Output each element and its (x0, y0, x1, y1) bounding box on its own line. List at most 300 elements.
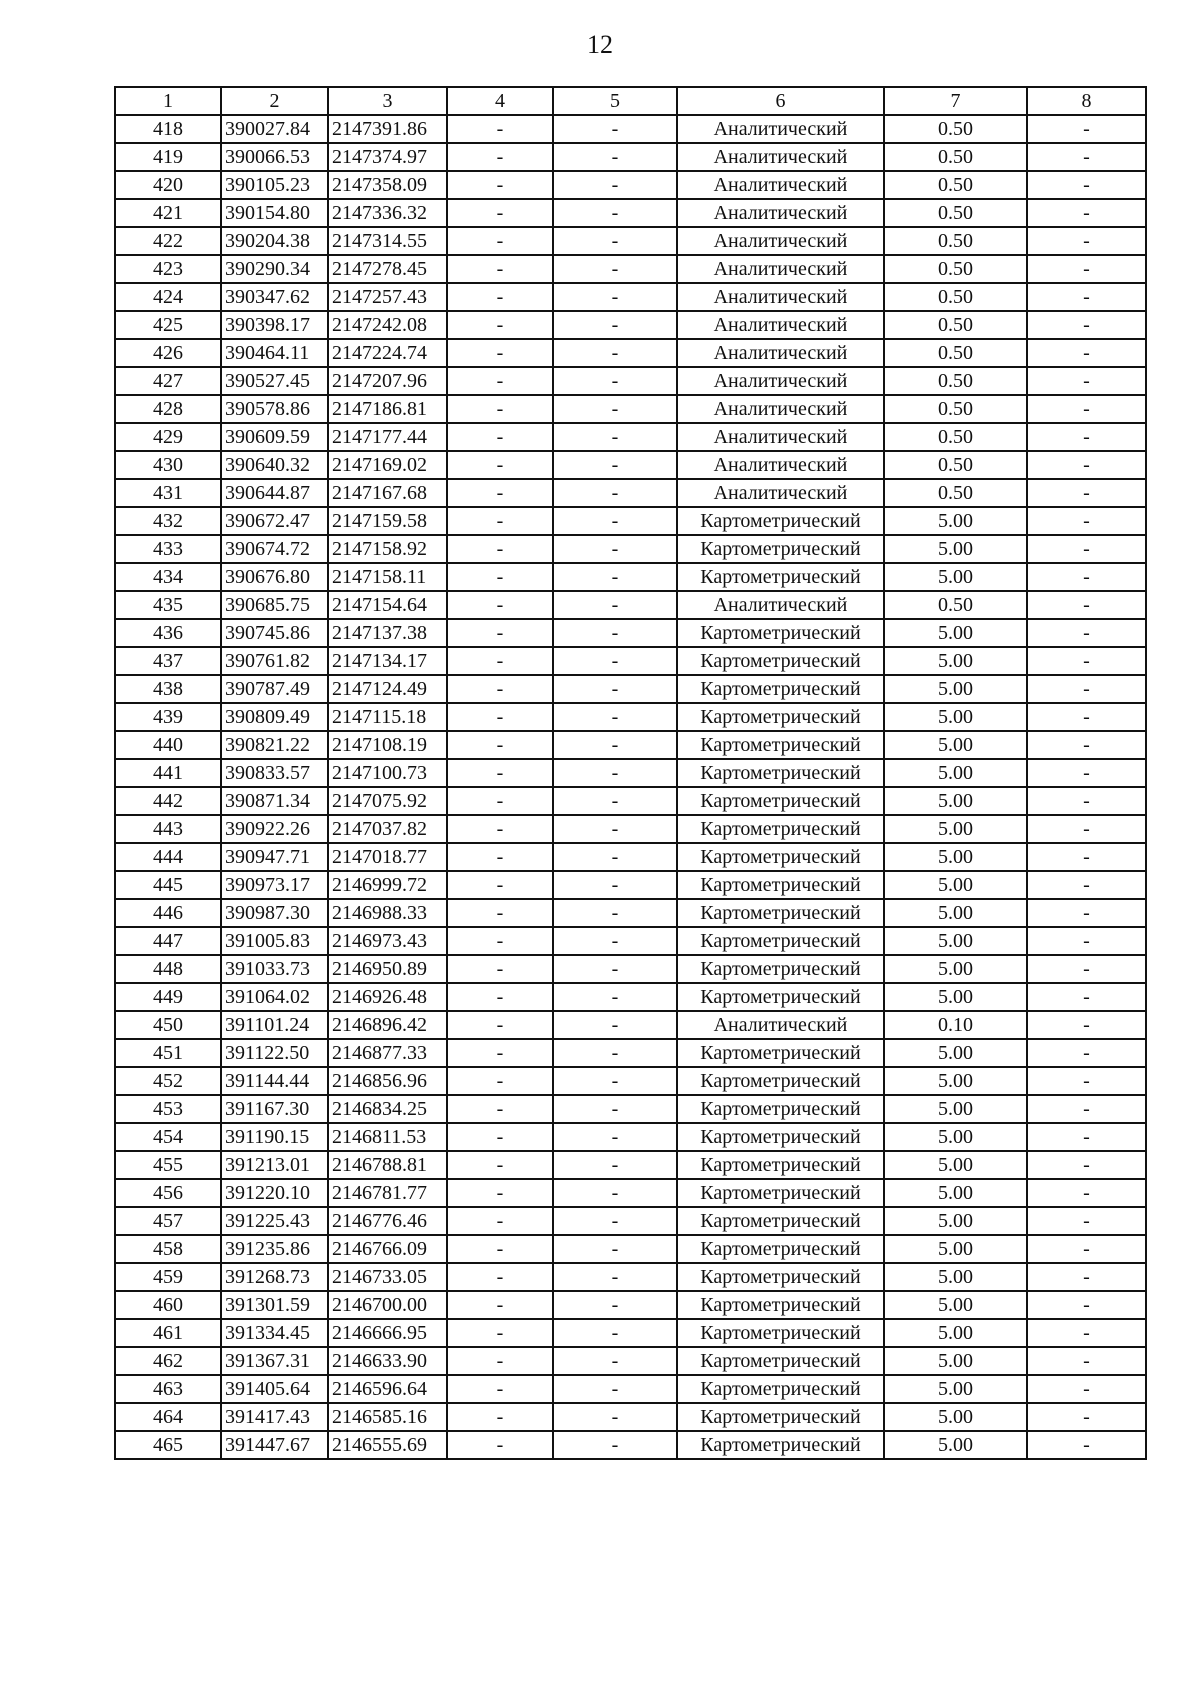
table-cell-col-7: 0.10 (884, 1011, 1027, 1039)
header-row (115, 87, 1146, 115)
table-cell-col-4: - (447, 507, 553, 535)
table-row (115, 899, 1146, 927)
table-cell-col-7: 5.00 (884, 1319, 1027, 1347)
table-cell-col-6: Картометрический (677, 815, 884, 843)
table-cell-col-4: - (447, 1151, 553, 1179)
table-row (115, 535, 1146, 563)
table-cell-col-7: 5.00 (884, 1067, 1027, 1095)
table-cell-col-4: - (447, 899, 553, 927)
table-cell-col-7: 5.00 (884, 1431, 1027, 1459)
table-cell-col-5: - (553, 1235, 677, 1263)
table-cell-col-5: - (553, 1347, 677, 1375)
table-cell-col-3: 2147137.38 (328, 619, 447, 647)
table-cell-col-6: Картометрический (677, 1095, 884, 1123)
table-cell-col-8: - (1027, 451, 1146, 479)
table-cell-col-5: - (553, 731, 677, 759)
table-cell-col-5: - (553, 395, 677, 423)
table-row (115, 227, 1146, 255)
table-cell-col-4: - (447, 1179, 553, 1207)
table-cell-col-4: - (447, 395, 553, 423)
table-cell-col-3: 2146950.89 (328, 955, 447, 983)
table-cell-col-3: 2147154.64 (328, 591, 447, 619)
table-cell-col-8: - (1027, 1347, 1146, 1375)
table-cell-col-6: Картометрический (677, 1039, 884, 1067)
table-cell-col-2: 390787.49 (221, 675, 328, 703)
table-cell-col-1: 461 (115, 1319, 221, 1347)
table-cell-col-6: Аналитический (677, 479, 884, 507)
table-cell-col-3: 2147134.17 (328, 647, 447, 675)
table-cell-col-7: 0.50 (884, 395, 1027, 423)
table-cell-col-2: 390821.22 (221, 731, 328, 759)
table-cell-col-2: 391033.73 (221, 955, 328, 983)
table-row (115, 171, 1146, 199)
table-cell-col-3: 2146999.72 (328, 871, 447, 899)
table-cell-col-3: 2146781.77 (328, 1179, 447, 1207)
table-row (115, 871, 1146, 899)
table-cell-col-6: Картометрический (677, 703, 884, 731)
table-cell-col-1: 453 (115, 1095, 221, 1123)
table-cell-col-2: 391447.67 (221, 1431, 328, 1459)
table-cell-col-3: 2147336.32 (328, 199, 447, 227)
table-cell-col-1: 421 (115, 199, 221, 227)
table-cell-col-6: Картометрический (677, 647, 884, 675)
table-cell-col-6: Картометрический (677, 1263, 884, 1291)
table-cell-col-6: Картометрический (677, 927, 884, 955)
table-cell-col-7: 5.00 (884, 1235, 1027, 1263)
table-cell-col-5: - (553, 703, 677, 731)
table-cell-col-1: 451 (115, 1039, 221, 1067)
table-cell-col-6: Картометрический (677, 507, 884, 535)
table-cell-col-2: 390154.80 (221, 199, 328, 227)
table-cell-col-4: - (447, 731, 553, 759)
table-row (115, 843, 1146, 871)
table-cell-col-5: - (553, 199, 677, 227)
table-cell-col-3: 2147242.08 (328, 311, 447, 339)
table-row (115, 1375, 1146, 1403)
table-cell-col-1: 454 (115, 1123, 221, 1151)
table-cell-col-4: - (447, 1263, 553, 1291)
table-cell-col-4: - (447, 1291, 553, 1319)
table-cell-col-3: 2146555.69 (328, 1431, 447, 1459)
table-cell-col-5: - (553, 1039, 677, 1067)
table-cell-col-3: 2146733.05 (328, 1263, 447, 1291)
table-cell-col-5: - (553, 899, 677, 927)
table-cell-col-1: 436 (115, 619, 221, 647)
table-cell-col-7: 5.00 (884, 1375, 1027, 1403)
table-cell-col-1: 430 (115, 451, 221, 479)
table-cell-col-3: 2147158.11 (328, 563, 447, 591)
table-cell-col-5: - (553, 115, 677, 143)
table-cell-col-8: - (1027, 815, 1146, 843)
table-cell-col-4: - (447, 647, 553, 675)
table-row (115, 339, 1146, 367)
table-cell-col-7: 5.00 (884, 815, 1027, 843)
table-cell-col-8: - (1027, 507, 1146, 535)
table-cell-col-4: - (447, 339, 553, 367)
table-cell-col-7: 5.00 (884, 927, 1027, 955)
table-cell-col-1: 460 (115, 1291, 221, 1319)
table-cell-col-8: - (1027, 1375, 1146, 1403)
table-cell-col-2: 390640.32 (221, 451, 328, 479)
table-cell-col-4: - (447, 311, 553, 339)
table-cell-col-7: 5.00 (884, 871, 1027, 899)
table-cell-col-4: - (447, 1039, 553, 1067)
table-cell-col-6: Аналитический (677, 199, 884, 227)
table-cell-col-2: 390290.34 (221, 255, 328, 283)
table-cell-col-3: 2147169.02 (328, 451, 447, 479)
column-header-7: 7 (884, 87, 1027, 115)
table-cell-col-3: 2146788.81 (328, 1151, 447, 1179)
table-cell-col-7: 5.00 (884, 1263, 1027, 1291)
table-cell-col-7: 5.00 (884, 1151, 1027, 1179)
table-cell-col-7: 5.00 (884, 983, 1027, 1011)
table-cell-col-3: 2146988.33 (328, 899, 447, 927)
table-cell-col-6: Аналитический (677, 115, 884, 143)
table-cell-col-8: - (1027, 1235, 1146, 1263)
table-cell-col-6: Картометрический (677, 759, 884, 787)
table-cell-col-2: 391220.10 (221, 1179, 328, 1207)
table-cell-col-3: 2146700.00 (328, 1291, 447, 1319)
table-cell-col-4: - (447, 787, 553, 815)
table-cell-col-5: - (553, 423, 677, 451)
table-cell-col-1: 463 (115, 1375, 221, 1403)
table-cell-col-2: 390745.86 (221, 619, 328, 647)
table-cell-col-1: 458 (115, 1235, 221, 1263)
table-cell-col-2: 391417.43 (221, 1403, 328, 1431)
table-cell-col-6: Картометрический (677, 983, 884, 1011)
table-cell-col-5: - (553, 311, 677, 339)
table-cell-col-1: 429 (115, 423, 221, 451)
table-row (115, 199, 1146, 227)
table-cell-col-7: 5.00 (884, 703, 1027, 731)
table-cell-col-8: - (1027, 759, 1146, 787)
table-cell-col-6: Картометрический (677, 899, 884, 927)
table-cell-col-5: - (553, 815, 677, 843)
table-cell-col-8: - (1027, 1039, 1146, 1067)
table-cell-col-6: Аналитический (677, 451, 884, 479)
table-row (115, 1095, 1146, 1123)
table-cell-col-6: Аналитический (677, 255, 884, 283)
table-cell-col-7: 5.00 (884, 787, 1027, 815)
table-cell-col-5: - (553, 1291, 677, 1319)
table-cell-col-6: Аналитический (677, 1011, 884, 1039)
table-cell-col-1: 450 (115, 1011, 221, 1039)
table-cell-col-6: Картометрический (677, 1151, 884, 1179)
table-cell-col-1: 418 (115, 115, 221, 143)
table-cell-col-8: - (1027, 1207, 1146, 1235)
table-cell-col-2: 390672.47 (221, 507, 328, 535)
table-row (115, 1067, 1146, 1095)
table-cell-col-1: 434 (115, 563, 221, 591)
table-cell-col-8: - (1027, 1431, 1146, 1459)
table-row (115, 1151, 1146, 1179)
table-cell-col-1: 422 (115, 227, 221, 255)
table-cell-col-8: - (1027, 535, 1146, 563)
table-cell-col-3: 2147167.68 (328, 479, 447, 507)
table-header (115, 87, 1146, 115)
table-cell-col-2: 390347.62 (221, 283, 328, 311)
table-cell-col-4: - (447, 1431, 553, 1459)
table-cell-col-3: 2146766.09 (328, 1235, 447, 1263)
table-cell-col-5: - (553, 1095, 677, 1123)
table-cell-col-3: 2146811.53 (328, 1123, 447, 1151)
table-cell-col-8: - (1027, 1179, 1146, 1207)
table-cell-col-1: 433 (115, 535, 221, 563)
table-cell-col-1: 435 (115, 591, 221, 619)
table-cell-col-4: - (447, 591, 553, 619)
table-cell-col-5: - (553, 843, 677, 871)
table-cell-col-5: - (553, 227, 677, 255)
table-cell-col-3: 2147115.18 (328, 703, 447, 731)
table-cell-col-3: 2147207.96 (328, 367, 447, 395)
table-cell-col-8: - (1027, 871, 1146, 899)
table-cell-col-3: 2147108.19 (328, 731, 447, 759)
table-cell-col-8: - (1027, 647, 1146, 675)
table-cell-col-6: Картометрический (677, 955, 884, 983)
table-cell-col-8: - (1027, 843, 1146, 871)
table-cell-col-3: 2147177.44 (328, 423, 447, 451)
table-cell-col-8: - (1027, 1291, 1146, 1319)
table-cell-col-5: - (553, 1179, 677, 1207)
table-cell-col-6: Аналитический (677, 591, 884, 619)
table-cell-col-4: - (447, 1319, 553, 1347)
table-cell-col-4: - (447, 171, 553, 199)
table-row (115, 1235, 1146, 1263)
table-cell-col-2: 390871.34 (221, 787, 328, 815)
table-cell-col-1: 425 (115, 311, 221, 339)
table-cell-col-5: - (553, 451, 677, 479)
table-row (115, 1011, 1146, 1039)
table-cell-col-6: Аналитический (677, 395, 884, 423)
table-row (115, 1403, 1146, 1431)
table-cell-col-1: 441 (115, 759, 221, 787)
table-row (115, 507, 1146, 535)
table-cell-col-7: 0.50 (884, 451, 1027, 479)
table-cell-col-8: - (1027, 1151, 1146, 1179)
table-cell-col-8: - (1027, 899, 1146, 927)
table-cell-col-2: 391235.86 (221, 1235, 328, 1263)
table-cell-col-6: Картометрический (677, 1179, 884, 1207)
table-cell-col-5: - (553, 535, 677, 563)
table-cell-col-7: 0.50 (884, 479, 1027, 507)
table-cell-col-2: 391064.02 (221, 983, 328, 1011)
table-cell-col-4: - (447, 675, 553, 703)
table-cell-col-7: 5.00 (884, 1207, 1027, 1235)
table-cell-col-8: - (1027, 787, 1146, 815)
table-cell-col-6: Аналитический (677, 171, 884, 199)
table-cell-col-5: - (553, 759, 677, 787)
table-cell-col-7: 5.00 (884, 1039, 1027, 1067)
table-cell-col-6: Аналитический (677, 143, 884, 171)
table-cell-col-6: Аналитический (677, 283, 884, 311)
table-cell-col-5: - (553, 1207, 677, 1235)
table-cell-col-8: - (1027, 1011, 1146, 1039)
column-header-1: 1 (115, 87, 221, 115)
table-row (115, 675, 1146, 703)
table-cell-col-5: - (553, 143, 677, 171)
table-cell-col-2: 390674.72 (221, 535, 328, 563)
table-cell-col-6: Аналитический (677, 423, 884, 451)
table-cell-col-2: 391144.44 (221, 1067, 328, 1095)
table-row (115, 1123, 1146, 1151)
table-row (115, 927, 1146, 955)
table-row (115, 451, 1146, 479)
table-cell-col-2: 390644.87 (221, 479, 328, 507)
table-cell-col-1: 428 (115, 395, 221, 423)
table-cell-col-7: 5.00 (884, 647, 1027, 675)
table-cell-col-8: - (1027, 479, 1146, 507)
table-cell-col-8: - (1027, 1067, 1146, 1095)
table-cell-col-4: - (447, 759, 553, 787)
table-cell-col-3: 2147358.09 (328, 171, 447, 199)
table-cell-col-1: 445 (115, 871, 221, 899)
table-cell-col-1: 444 (115, 843, 221, 871)
table-cell-col-7: 5.00 (884, 955, 1027, 983)
table-cell-col-8: - (1027, 171, 1146, 199)
table-cell-col-8: - (1027, 227, 1146, 255)
table-cell-col-7: 0.50 (884, 591, 1027, 619)
table-row (115, 647, 1146, 675)
table-row (115, 591, 1146, 619)
table-cell-col-2: 391101.24 (221, 1011, 328, 1039)
table-row (115, 563, 1146, 591)
table-cell-col-4: - (447, 535, 553, 563)
table-cell-col-8: - (1027, 927, 1146, 955)
table-cell-col-7: 0.50 (884, 423, 1027, 451)
table-cell-col-8: - (1027, 983, 1146, 1011)
table-cell-col-2: 390578.86 (221, 395, 328, 423)
page-number: 12 (587, 30, 613, 59)
table-cell-col-1: 452 (115, 1067, 221, 1095)
table-cell-col-4: - (447, 283, 553, 311)
table-cell-col-5: - (553, 563, 677, 591)
table-row (115, 759, 1146, 787)
table-row (115, 1347, 1146, 1375)
table-cell-col-4: - (447, 843, 553, 871)
table-cell-col-4: - (447, 983, 553, 1011)
table-cell-col-4: - (447, 815, 553, 843)
table-cell-col-1: 419 (115, 143, 221, 171)
table-cell-col-4: - (447, 199, 553, 227)
table-cell-col-1: 442 (115, 787, 221, 815)
table-row (115, 479, 1146, 507)
table-cell-col-8: - (1027, 563, 1146, 591)
table-cell-col-7: 0.50 (884, 115, 1027, 143)
table-cell-col-2: 390922.26 (221, 815, 328, 843)
table-cell-col-6: Картометрический (677, 535, 884, 563)
table-cell-col-2: 390947.71 (221, 843, 328, 871)
table-cell-col-7: 5.00 (884, 1403, 1027, 1431)
table-cell-col-5: - (553, 507, 677, 535)
table-cell-col-3: 2146896.42 (328, 1011, 447, 1039)
table-cell-col-3: 2146776.46 (328, 1207, 447, 1235)
table-row (115, 255, 1146, 283)
table-cell-col-2: 390987.30 (221, 899, 328, 927)
table-cell-col-6: Картометрический (677, 1123, 884, 1151)
table-cell-col-4: - (447, 703, 553, 731)
table-cell-col-2: 390685.75 (221, 591, 328, 619)
column-header-6: 6 (677, 87, 884, 115)
table-cell-col-5: - (553, 1431, 677, 1459)
table-cell-col-4: - (447, 227, 553, 255)
table-cell-col-2: 390464.11 (221, 339, 328, 367)
table-cell-col-3: 2146973.43 (328, 927, 447, 955)
table-cell-col-3: 2146877.33 (328, 1039, 447, 1067)
table-cell-col-8: - (1027, 367, 1146, 395)
table-cell-col-2: 390105.23 (221, 171, 328, 199)
table-cell-col-3: 2146834.25 (328, 1095, 447, 1123)
table-cell-col-1: 423 (115, 255, 221, 283)
table-cell-col-1: 465 (115, 1431, 221, 1459)
table-cell-col-1: 455 (115, 1151, 221, 1179)
coordinates-table (114, 86, 1147, 1460)
table-row (115, 395, 1146, 423)
table-cell-col-8: - (1027, 143, 1146, 171)
table-cell-col-4: - (447, 1095, 553, 1123)
table-cell-col-5: - (553, 339, 677, 367)
table-row (115, 1179, 1146, 1207)
table-cell-col-8: - (1027, 115, 1146, 143)
table-cell-col-6: Аналитический (677, 227, 884, 255)
table-cell-col-2: 390204.38 (221, 227, 328, 255)
table-cell-col-6: Картометрический (677, 787, 884, 815)
table-cell-col-2: 390027.84 (221, 115, 328, 143)
table-cell-col-6: Картометрический (677, 1067, 884, 1095)
table-cell-col-8: - (1027, 955, 1146, 983)
table-cell-col-2: 390833.57 (221, 759, 328, 787)
table-cell-col-2: 390973.17 (221, 871, 328, 899)
table-cell-col-7: 0.50 (884, 143, 1027, 171)
table-cell-col-5: - (553, 1263, 677, 1291)
table-cell-col-1: 446 (115, 899, 221, 927)
table-cell-col-7: 5.00 (884, 843, 1027, 871)
table-cell-col-5: - (553, 367, 677, 395)
table-cell-col-1: 449 (115, 983, 221, 1011)
table-cell-col-3: 2147018.77 (328, 843, 447, 871)
table-cell-col-7: 0.50 (884, 367, 1027, 395)
table-cell-col-5: - (553, 1375, 677, 1403)
table-cell-col-6: Картометрический (677, 1403, 884, 1431)
table-row (115, 1319, 1146, 1347)
table-cell-col-4: - (447, 451, 553, 479)
table-cell-col-8: - (1027, 731, 1146, 759)
table-cell-col-3: 2147075.92 (328, 787, 447, 815)
table-cell-col-4: - (447, 1347, 553, 1375)
table-row (115, 983, 1146, 1011)
table-cell-col-1: 464 (115, 1403, 221, 1431)
table-cell-col-7: 5.00 (884, 675, 1027, 703)
table-row (115, 619, 1146, 647)
table-cell-col-2: 390398.17 (221, 311, 328, 339)
table-cell-col-3: 2147314.55 (328, 227, 447, 255)
table-cell-col-7: 0.50 (884, 339, 1027, 367)
table-cell-col-8: - (1027, 1095, 1146, 1123)
table-cell-col-3: 2147186.81 (328, 395, 447, 423)
table-cell-col-1: 427 (115, 367, 221, 395)
table-cell-col-5: - (553, 927, 677, 955)
table-cell-col-5: - (553, 675, 677, 703)
table-cell-col-6: Картометрический (677, 843, 884, 871)
table-cell-col-3: 2147124.49 (328, 675, 447, 703)
table-cell-col-8: - (1027, 591, 1146, 619)
table-cell-col-5: - (553, 171, 677, 199)
table-cell-col-8: - (1027, 339, 1146, 367)
table-cell-col-5: - (553, 1067, 677, 1095)
table-cell-col-4: - (447, 367, 553, 395)
table-cell-col-7: 0.50 (884, 227, 1027, 255)
table-cell-col-4: - (447, 255, 553, 283)
table-cell-col-2: 390809.49 (221, 703, 328, 731)
